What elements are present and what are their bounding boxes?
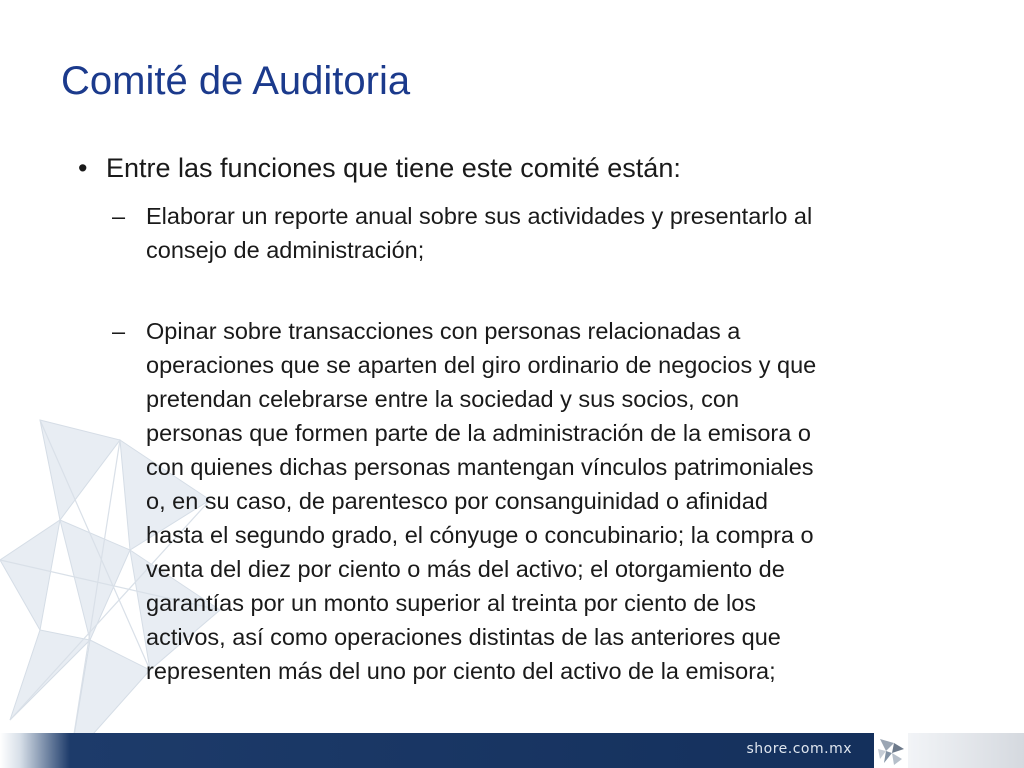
text-line: operaciones que se aparten del giro ordinario de negocios y que — [146, 352, 817, 378]
footer-band — [0, 733, 874, 768]
main-bullet-text: Entre las funciones que tiene este comité están: — [106, 153, 681, 183]
text-line: personas que formen parte de la administración de la emisora o — [146, 420, 811, 446]
text-line: representen más del uno por ciento del activo de la emisora; — [146, 658, 776, 684]
sub-item-reporte-anual — [112, 199, 972, 269]
text-line: pretendan celebrarse entre la sociedad y sus socios, con — [146, 386, 740, 412]
sub-item-opinar-transacciones — [112, 314, 972, 690]
footer-logo — [874, 733, 908, 768]
main-bullet — [78, 150, 978, 186]
text-line: Opinar sobre transacciones con personas relacionadas a — [146, 318, 741, 344]
text-line: garantías por un monto superior al treinta por ciento de los — [146, 590, 757, 616]
dash-marker: – — [112, 203, 126, 229]
slide-title: Comité de Auditoria — [61, 59, 411, 103]
footer-site-text: shore.com.mx — [746, 741, 852, 757]
dash-marker: – — [112, 318, 126, 344]
text-line: o, en su caso, de parentesco por consanguinidad o afinidad — [146, 488, 768, 514]
text-line: activos, así como operaciones distintas de las anteriores que — [146, 624, 781, 650]
footer-tail — [908, 733, 1024, 768]
sub-item-text — [146, 314, 972, 688]
text-line: con quienes dichas personas mantengan vínculos patrimoniales — [146, 454, 814, 480]
sub-item-text — [146, 199, 972, 267]
text-line: consejo de administración; — [146, 237, 425, 263]
text-line: hasta el segundo grado, el cónyuge o concubinario; la compra o — [146, 522, 814, 548]
star-logo-icon — [874, 733, 908, 768]
text-line: Elaborar un reporte anual sobre sus actividades y presentarlo al — [146, 203, 813, 229]
footer-bar — [0, 733, 1024, 768]
bullet-marker: • — [78, 153, 88, 183]
text-line: venta del diez por ciento o más del activo; el otorgamiento de — [146, 556, 785, 582]
